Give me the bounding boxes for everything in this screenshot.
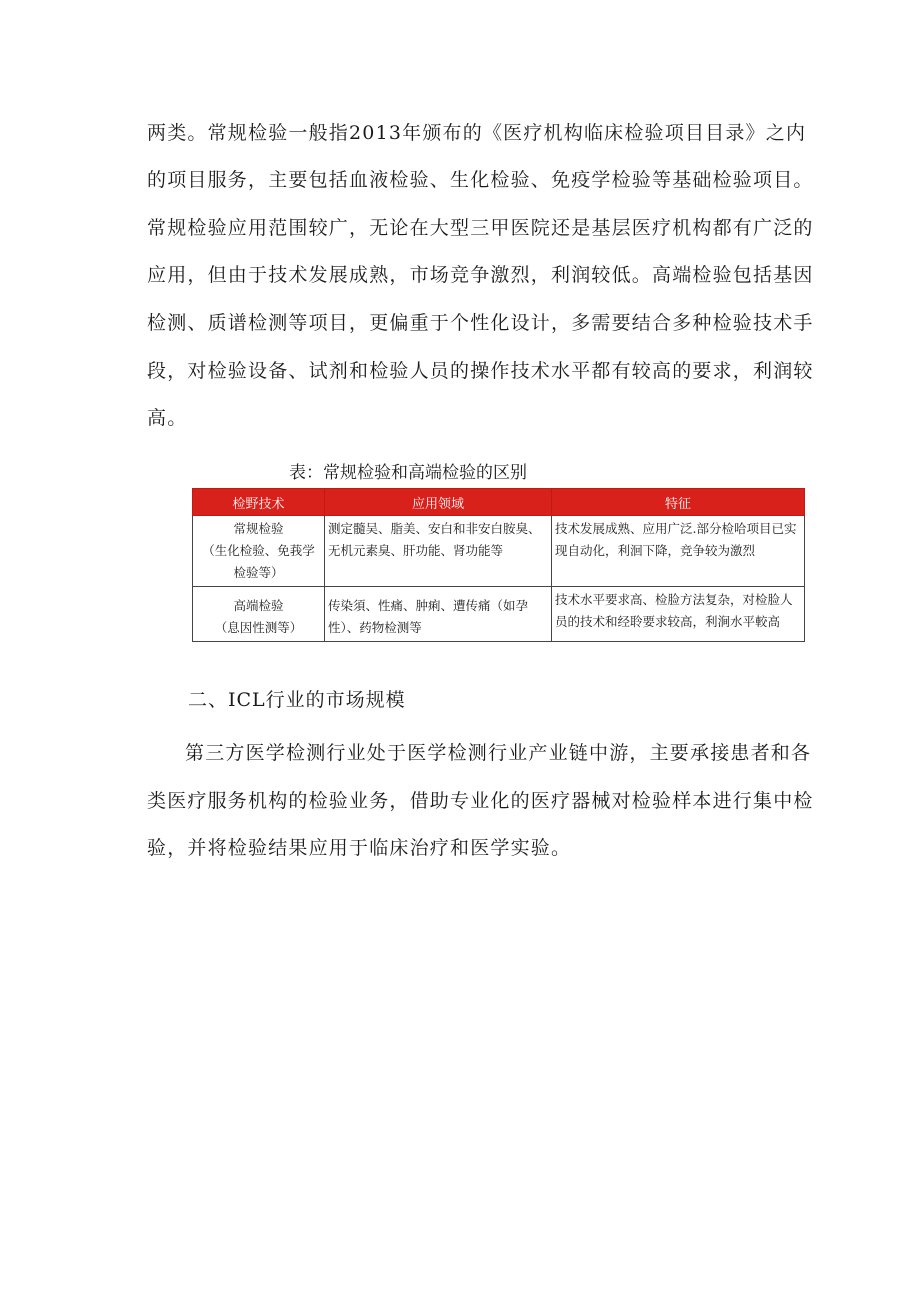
text-line: 段，对检验设备、试剂和检验人员的操作技术水平都有较高的要求，利润较 — [147, 360, 814, 382]
cell-feature: 技术水平要求高、检脸方法复杂，对检脸人员的技术和经聆要求较高，利涧水平較高 — [552, 587, 805, 642]
table-header-row — [193, 489, 805, 516]
section-heading: 二、ICL行业的市场规模 — [188, 689, 406, 711]
tech-note: （息因性测等） — [214, 620, 303, 635]
cell-field: 传染須、性痛、肿痢、遭传痛（如孕性）、药物检测等 — [325, 587, 552, 642]
text-line: 类医疗服务机构的检验业务，借助专业化的医疗器械对检验样本进行集中检 — [147, 790, 814, 812]
header-tech: 检野技术 — [193, 489, 325, 516]
text-line: 两类。常规检验一般指2013年颁布的《医疗机构临床检验项目目录》之内 — [147, 122, 807, 144]
cell-feature: 技术发展成熟、应用广泛.部分检哈项目已实现自动化，利洄下降，竞争较为激烈 — [552, 516, 805, 587]
text-line: 常规检验应用范围较广，无论在大型三甲医院还是基层医疗机构都有广泛的 — [147, 217, 814, 239]
text-line: 高。 — [147, 407, 188, 429]
cell-field: 测定髓吴、脂美、安白和非安白胺臭、无机元素臭、肝功能、肾功能等 — [325, 516, 552, 587]
text-line: 第三方医学检测行业处于医学检测行业产业链中游，主要承接患者和各 — [185, 742, 812, 764]
tech-note: （生化检验、免莪学 — [202, 543, 315, 558]
cell-tech — [193, 587, 325, 642]
text-line: 应用，但由于技术发展成熟，市场竞争激烈，利润较低。高端检验包括基因 — [147, 264, 814, 286]
text-line: 检测、质谱检测等项目，更偏重于个性化设计，多需要结合多种检验技术手 — [147, 312, 814, 334]
table-row — [193, 516, 805, 587]
header-feature: 特征 — [552, 489, 805, 516]
table-caption: 表：常规检验和高端检验的区别 — [289, 463, 527, 483]
table-row — [193, 587, 805, 642]
header-field: 应用领域 — [325, 489, 552, 516]
tech-name: 高端检验 — [233, 598, 284, 613]
comparison-table — [192, 488, 805, 642]
tech-note: 检验等） — [233, 565, 284, 580]
text-line: 验，并将检验结果应用于临床治疗和医学实验。 — [147, 837, 572, 859]
tech-name: 常规检验 — [233, 521, 284, 536]
cell-tech — [193, 516, 325, 587]
text-line: 的项目服务，主要包括血液检验、生化检验、免疫学检验等基础检验项目。 — [147, 169, 814, 191]
